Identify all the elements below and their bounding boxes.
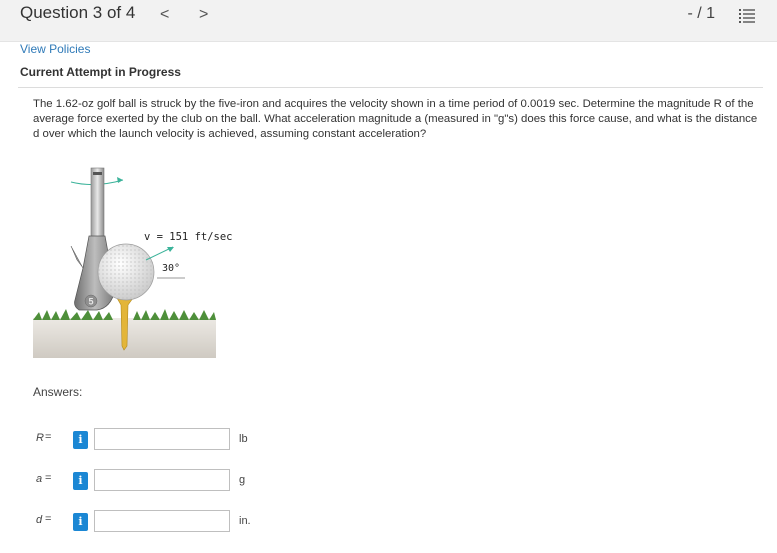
answer-unit-a: g xyxy=(239,474,246,486)
answer-unit-r: lb xyxy=(239,433,248,445)
answer-var-r: R xyxy=(36,432,44,444)
answer-row-d xyxy=(33,508,293,534)
rotation-arrowhead xyxy=(117,177,123,183)
angle-label: 30° xyxy=(162,263,181,274)
question-counter: Question 3 of 4 xyxy=(20,3,136,22)
top-bar xyxy=(0,0,777,42)
question-list-icon[interactable] xyxy=(739,8,755,24)
ball-dimples xyxy=(98,244,154,300)
view-policies-link[interactable]: View Policies xyxy=(20,42,91,56)
next-question-button[interactable]: > xyxy=(199,6,209,23)
question-text: The 1.62-oz golf ball is struck by the five-iron and acquires the velocity shown in a time period of 0.0019 sec. Determine the magnitude R of the average force exerted by the club on the ball. What acceleration magnitude a (measured in "g"s) does this force cause, and what is the distance d over which the launch velocity is achieved, assuming constant acceleration? xyxy=(33,98,758,140)
answer-unit-d: in. xyxy=(239,515,251,527)
info-icon-a[interactable]: i xyxy=(73,472,88,490)
info-icon-r[interactable]: i xyxy=(73,431,88,449)
score-display: - / 1 xyxy=(687,5,715,22)
answer-input-r[interactable] xyxy=(94,428,230,450)
answer-input-a[interactable] xyxy=(94,469,230,491)
answer-row-r xyxy=(33,426,293,452)
answer-var-a: a xyxy=(36,473,43,485)
club-heel xyxy=(71,246,83,268)
answer-equals-a: = xyxy=(45,472,52,484)
answer-row-a xyxy=(33,467,293,493)
shaft-grip-band xyxy=(93,172,102,175)
club-number: 5 xyxy=(88,296,94,307)
answer-input-d[interactable] xyxy=(94,510,230,532)
golf-figure xyxy=(33,160,233,358)
attempt-status: Current Attempt in Progress xyxy=(20,65,181,79)
golf-diagram xyxy=(33,160,233,358)
answer-equals-d: = xyxy=(45,513,52,525)
previous-question-button[interactable]: < xyxy=(160,6,170,23)
answer-var-d: d xyxy=(36,514,43,526)
answer-equals-r: = xyxy=(45,431,52,443)
answers-label: Answers: xyxy=(33,385,83,399)
velocity-label: v = 151 ft/sec xyxy=(144,231,233,243)
club-shaft xyxy=(91,168,104,238)
info-icon-d[interactable]: i xyxy=(73,513,88,531)
header-divider xyxy=(18,87,763,88)
